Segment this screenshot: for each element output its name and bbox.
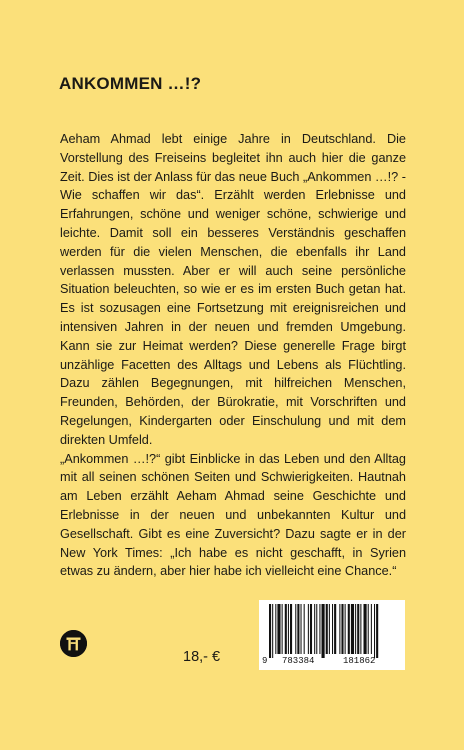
- publisher-logo-icon: [60, 630, 87, 657]
- barcode-bar: [308, 604, 309, 654]
- barcode-bar: [288, 604, 289, 654]
- blurb-paragraph-1: Aeham Ahmad lebt einige Jahre in Deutschland. Die Vorstellung des Freiseins begleitet ihn auch hier die ganze Zeit. Dies ist der Anlass für das neue Buch „Ankommen …!? - Wie schaffen wir das“. Erzählt werden Erlebnisse und Erfahrungen, schöne und weniger schöne, schwierige und leichte. Damit soll ein besseres Verständnis geschaffen werden für die vielen Menschen, die ebenfalls ihr Land verlassen mussten. Aber er will auch seine persönliche Situation beleuchten, so wie er es im ersten Buch getan hat. Es ist sozusagen eine Fortsetzung mit ereignisreichen und intensiven Jahren in der neuen und fremden Umgebung. Kann sie zur Heimat werden? Diese generelle Frage birgt unzählige Facetten des Alltags und Lebens als Flüchtling. Dazu zählen Begegnungen, mit hilfreichen Menschen, Freunden, Behörden, der Bürokratie, mit Vorschriften und Regelungen, Kindergarten oder Einschulung und mit dem direkten Umfeld.: [60, 132, 406, 447]
- barcode-bar: [334, 604, 336, 654]
- book-blurb: [60, 130, 406, 581]
- price-label: 18,- €: [183, 649, 221, 665]
- barcode-bar: [319, 604, 320, 654]
- barcode-bar: [371, 604, 372, 654]
- barcode-bar: [326, 604, 328, 654]
- barcode-bar: [277, 604, 280, 654]
- barcode-bar: [295, 604, 296, 654]
- barcode-bar: [374, 604, 375, 658]
- barcode-bar: [297, 604, 299, 654]
- barcode-bar: [282, 604, 283, 654]
- blurb-paragraph-2: „Ankommen …!?“ gibt Einblicke in das Leben und den Alltag mit all seinen schönen Seiten und Schwierigkeiten. Hautnah am Leben erzählt Aeham Ahmad seine Geschichte und Erlebnisse in der neuen und unbekannten Kultur und Gesellschaft. Gibt es eine Zuversicht? Dazu sagte er in der New York Times: „Ich habe es nicht geschafft, in Syrien etwas zu ändern, aber hier habe ich vielleicht eine Chance.“: [60, 451, 406, 579]
- barcode-bar: [316, 604, 317, 654]
- barcode-bar: [310, 604, 312, 654]
- barcode-bar: [345, 604, 346, 654]
- barcode-bar: [301, 604, 302, 654]
- book-title: ANKOMMEN …!?: [59, 74, 202, 93]
- barcode-bar: [355, 604, 356, 654]
- barcode-lead-digit: 9: [262, 656, 268, 666]
- barcode-bar: [304, 604, 305, 654]
- barcode-right-group: 181862: [343, 656, 376, 666]
- barcode-bar: [364, 604, 367, 654]
- barcode-bar: [272, 604, 273, 658]
- barcode-bar: [322, 604, 325, 658]
- barcode-bar: [290, 604, 292, 654]
- barcode-bar: [314, 604, 315, 654]
- barcode-bar: [329, 604, 330, 654]
- barcode-bar: [360, 604, 361, 654]
- barcode-bar: [357, 604, 359, 654]
- barcode-bar: [351, 604, 354, 654]
- barcode-left-group: 783384: [282, 656, 315, 666]
- isbn-barcode: [259, 600, 405, 670]
- barcode-bar: [285, 604, 287, 654]
- barcode-bar: [341, 604, 343, 654]
- barcode-bar: [368, 604, 369, 654]
- barcode-bar: [269, 604, 271, 658]
- barcode-bar: [339, 604, 340, 654]
- barcode-bar: [376, 604, 378, 658]
- barcode-bar: [348, 604, 350, 654]
- barcode-bar: [332, 604, 333, 654]
- barcode-digits: [259, 656, 405, 668]
- barcode-bar: [275, 604, 276, 654]
